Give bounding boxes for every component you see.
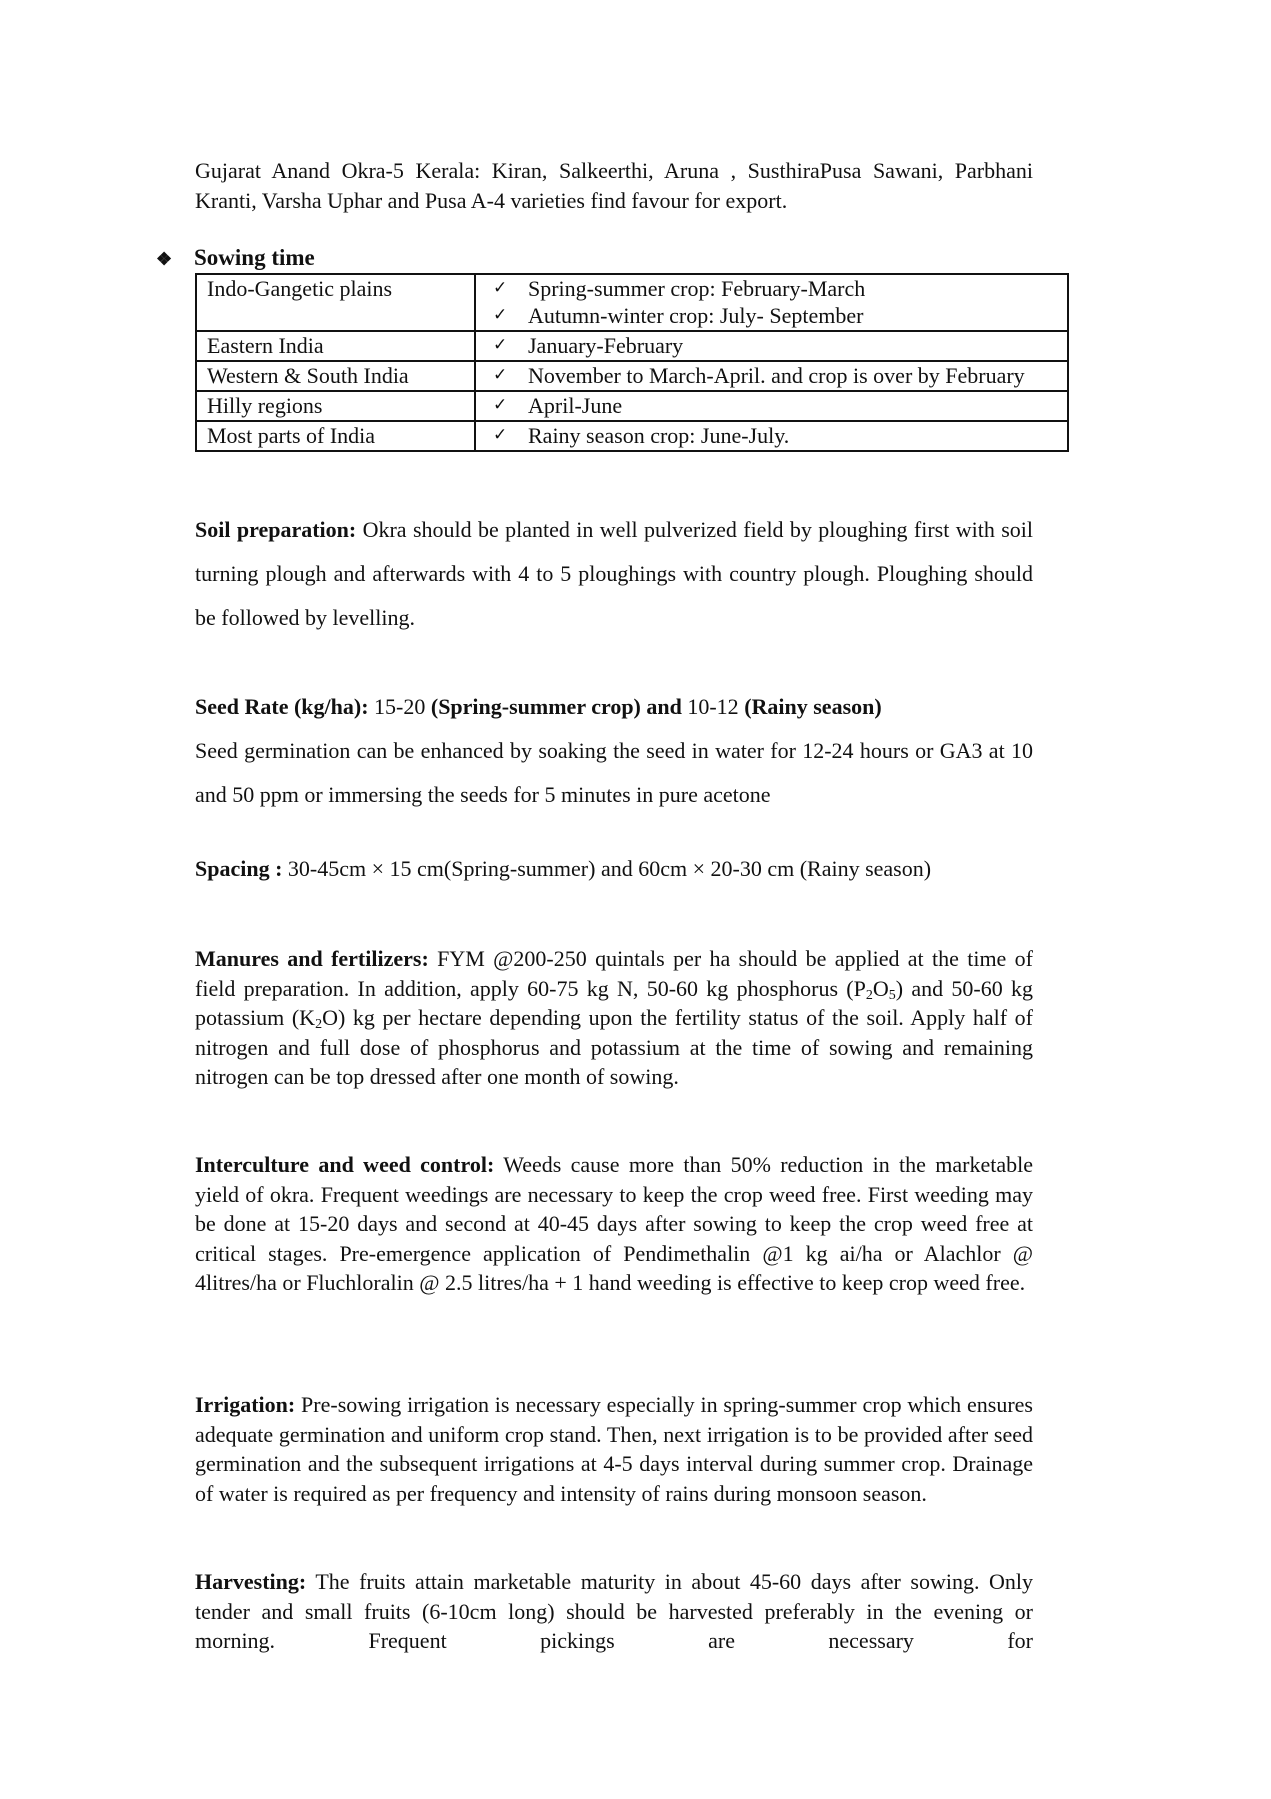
spacing-paragraph xyxy=(195,854,1033,884)
sowing-heading-text: Sowing time xyxy=(194,245,315,270)
irrigation-paragraph xyxy=(195,1390,1033,1508)
sowing-table-row xyxy=(196,421,1068,451)
seed-germination-text: Seed germination can be enhanced by soaking the seed in water for 12-24 hours or GA3 at 10 and 50 ppm or immersing the seeds for 5 minutes in pure acetone xyxy=(195,738,1033,807)
period-text: Spring-summer crop: February-March xyxy=(528,276,866,301)
subscript: 2 xyxy=(315,1017,323,1032)
manures-text: FYM @200-250 quintals per ha should be applied at the time of field preparation. In addition, apply 60-75 kg N, 50-60 kg phosphorus (P xyxy=(195,946,1033,1001)
period-text: January-February xyxy=(528,333,684,358)
checkmark-icon: ✓ xyxy=(493,395,508,415)
seed-rate-section xyxy=(195,685,1033,817)
period-item xyxy=(493,332,1067,359)
checkmark-icon: ✓ xyxy=(493,425,508,445)
harvesting-paragraph xyxy=(195,1567,1033,1656)
weed-control-paragraph xyxy=(195,1150,1033,1298)
period-cell xyxy=(475,331,1068,361)
sowing-table-row xyxy=(196,274,1068,331)
weed-label: Interculture and weed control: xyxy=(195,1152,495,1177)
irrigation-label: Irrigation: xyxy=(195,1392,296,1417)
region-cell: Most parts of India xyxy=(196,421,475,451)
sowing-table-row xyxy=(196,361,1068,391)
period-text: Rainy season crop: June-July. xyxy=(528,423,790,448)
intro-paragraph: Gujarat Anand Okra-5 Kerala: Kiran, Salkeerthi, Aruna , SusthiraPusa Sawani, Parbhani Kranti, Varsha Uphar and Pusa A-4 varieties find favour for export. xyxy=(195,158,1033,213)
weed-text: Weeds cause more than 50% reduction in the marketable yield of okra. Frequent weedings are necessary to keep the crop weed free. First weeding may be done at 15-20 days and second at 40-45 days after sowing to keep the crop weed free at critical stages. Pre-emergence application of Pendimethalin @1 kg ai/ha or Alachlor @ 4litres/ha or Fluchloralin @ 2.5 litres/ha + 1 hand weeding is effective to keep crop weed free. xyxy=(195,1152,1033,1295)
period-item xyxy=(493,275,1067,302)
sowing-table-row xyxy=(196,331,1068,361)
sowing-table-row xyxy=(196,391,1068,421)
manures-paragraph xyxy=(195,944,1033,1092)
period-item xyxy=(493,392,1067,419)
manures-text: ) and 50-60 kg potassium (K xyxy=(195,975,1034,1030)
region-cell: Hilly regions xyxy=(196,391,475,421)
manures-label: Manures and fertilizers: xyxy=(195,946,429,971)
period-text: April-June xyxy=(528,393,623,418)
period-item xyxy=(493,302,1067,329)
manures-text: O xyxy=(872,975,889,1001)
period-cell xyxy=(475,274,1068,331)
period-cell xyxy=(475,361,1068,391)
subscript: 2 xyxy=(865,987,873,1003)
seed-rate-value-2: 10-12 xyxy=(681,694,745,719)
spacing-label: Spacing : xyxy=(195,856,283,881)
period-text: November to March-April. and crop is over by February xyxy=(528,363,1025,388)
period-item xyxy=(493,422,1067,449)
period-cell xyxy=(475,421,1068,451)
region-cell: Eastern India xyxy=(196,331,475,361)
seed-rate-season-1: (Spring-summer crop) and xyxy=(430,694,682,719)
harvest-label: Harvesting: xyxy=(195,1569,307,1594)
manures-text: O) kg per hectare depending upon the fertility status of the soil. Apply half of nitrogen and full dose of phosphorus and potassium at the time of sowing and remaining nitrogen can be top dressed after one month of sowing. xyxy=(195,1005,1033,1089)
region-cell: Western & South India xyxy=(196,361,475,391)
seed-rate-line xyxy=(195,685,1033,729)
period-item xyxy=(493,362,1067,389)
sowing-time-heading xyxy=(156,245,315,271)
period-cell xyxy=(475,391,1068,421)
irrigation-text: Pre-sowing irrigation is necessary especially in spring-summer crop which ensures adequate germination and uniform crop stand. Then, next irrigation is to be provided after seed germination and the subsequent irrigations at 4-5 days interval during summer crop. Drainage of water is required as per frequency and intensity of rains during monsoon season. xyxy=(195,1392,1033,1506)
checkmark-icon: ✓ xyxy=(493,335,508,355)
subscript: 5 xyxy=(888,987,896,1003)
harvest-text: The fruits attain marketable maturity in about 45-60 days after sowing. Only tender and small fruits (6-10cm long) should be harvested preferably in the evening or morning. Frequent pickings are necessary for xyxy=(195,1569,1033,1653)
period-text: Autumn-winter crop: July- September xyxy=(528,303,864,328)
seed-rate-label: Seed Rate (kg/ha): xyxy=(195,694,369,719)
seed-rate-season-2: (Rainy season) xyxy=(744,694,882,719)
seed-rate-value-1: 15-20 xyxy=(368,694,431,719)
soil-label: Soil preparation: xyxy=(195,517,357,542)
diamond-bullet-icon: ❖ xyxy=(156,249,173,269)
checkmark-icon: ✓ xyxy=(493,305,508,325)
checkmark-icon: ✓ xyxy=(493,365,508,385)
soil-text: Okra should be planted in well pulverized field by ploughing first with soil turning plough and afterwards with 4 to 5 ploughings with country plough. Ploughing should be followed by levelling. xyxy=(195,517,1034,630)
sowing-time-table xyxy=(195,273,1069,452)
spacing-text: 30-45cm × 15 cm(Spring-summer) and 60cm × 20-30 cm (Rainy season) xyxy=(282,856,932,881)
checkmark-icon: ✓ xyxy=(493,278,508,298)
soil-preparation-paragraph xyxy=(195,508,1033,640)
region-cell: Indo-Gangetic plains xyxy=(196,274,475,331)
